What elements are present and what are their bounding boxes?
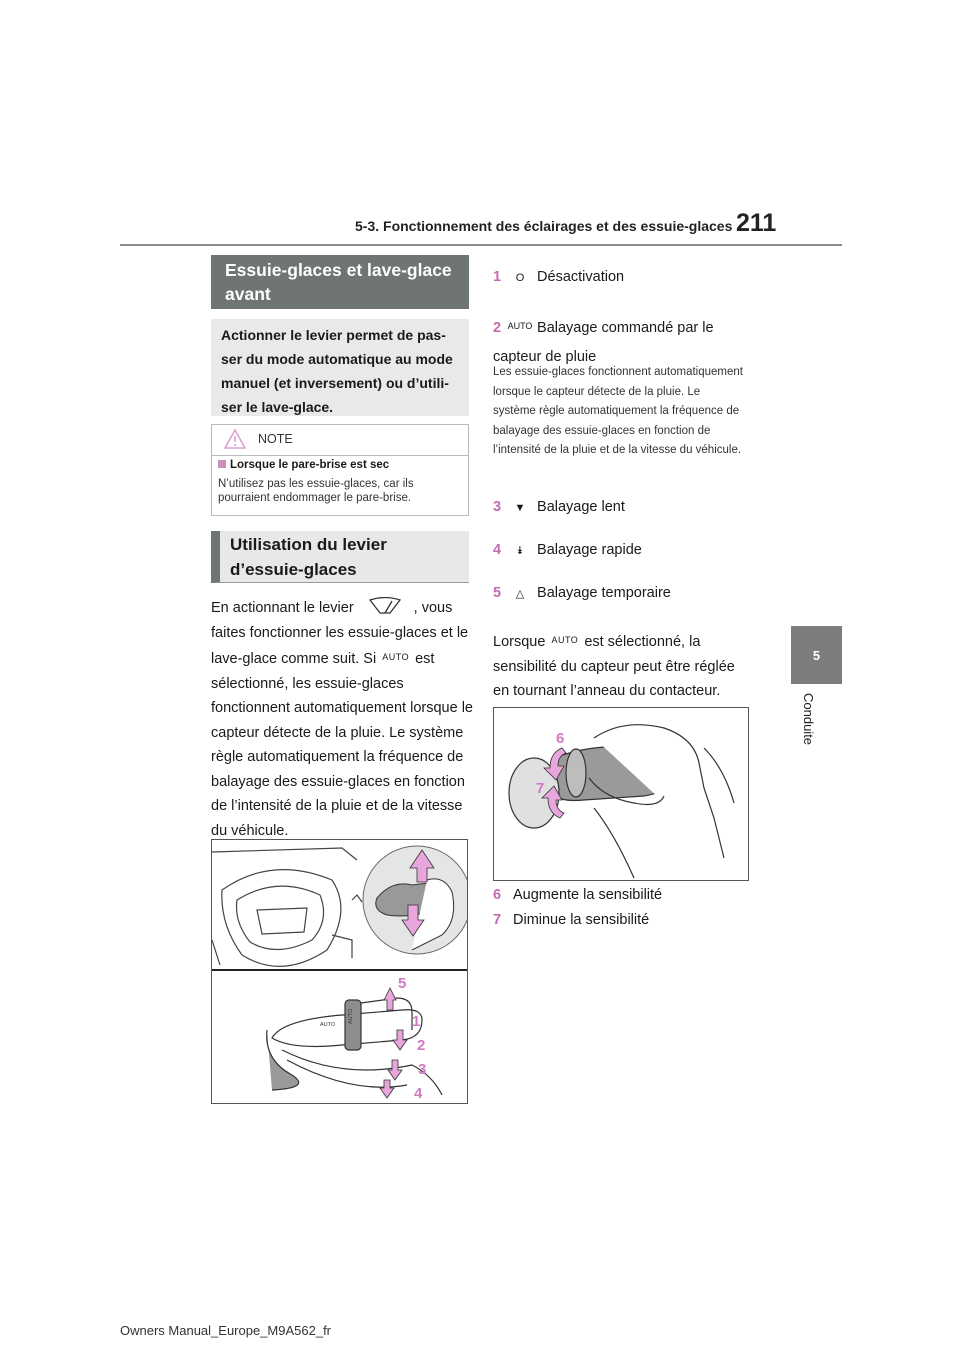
callout-1: 1 [412,1013,421,1030]
wiper-icon [368,597,402,611]
wiper-lever-figure [211,839,468,1104]
note-subtitle-text: Lorsque le pare-brise est sec [230,459,390,471]
callout-5: 5 [398,975,407,992]
sensitivity-text-2: est sélectionné, la sensibilité du capteur peut être réglée en tournant l’anneau du contacteur. [493,634,735,699]
auto-symbol-icon: AUTO [507,321,533,331]
auto-symbol-icon: AUTO [382,652,410,662]
callout-3: 3 [418,1061,427,1078]
callout-6: 6 [556,730,565,747]
adjust-label: Augmente la sensibilité [513,887,663,903]
mode-number: 4 [493,542,502,558]
section-summary [211,319,469,416]
summary-line: manuel (et inversement) ou d’utili- [221,375,449,391]
mode-number: 5 [493,585,502,601]
mode-label: Balayage temporaire [537,585,671,601]
section-heading: Essuie-glaces et lave-glace avant [211,255,469,309]
intro-paragraph [211,596,473,843]
adjust-number: 6 [493,887,502,903]
callout-7: 7 [536,780,545,797]
adjust-number: 7 [493,912,502,928]
off-symbol-icon: O [515,272,525,284]
note-title: NOTE [258,432,293,446]
intro-text-3: est sélectionné, les essuie-glaces fonctionnent automatiquement lorsque le capteur détecte de la pluie. Le système règle automatiquement la fréquence de balayage des essuie-glaces en fonction de l’intensité de la pluie et de la vitesse du véhicule. [211,651,473,839]
mode-item-1 [493,267,624,288]
svg-text:AUTO: AUTO [348,1008,354,1024]
page-number: 211 [736,209,777,237]
mode-item-4 [493,540,642,561]
mode-label: Désactivation [537,269,625,285]
mode-label: Balayage rapide [537,542,642,558]
sensitivity-paragraph [493,628,753,704]
chapter-tab: 5 [791,626,842,684]
footer-text: Owners Manual_Europe_M9A562_fr [120,1323,332,1338]
summary-line: ser le lave-glace. [221,399,334,415]
square-bullet-icon [218,460,226,468]
running-header: 5-3. Fonctionnement des éclairages et des essuie-glaces [355,218,733,234]
adjust-item-7 [493,910,649,930]
mode-number: 2 [493,320,502,336]
chapter-label: Conduite [801,693,816,746]
intro-text-2: , vous faites fonctionner les essuie-glaces et le lave-glace comme suit. Si [211,600,469,667]
note-header [212,425,468,456]
mode-number: 1 [493,269,502,285]
header-rule [120,244,842,246]
warning-triangle-icon [223,428,247,455]
mode-2-description: Les essuie-glaces fonctionnent automatiquement lorsque le capteur détecte de la pluie. Le système règle automatiquement la fréquence de balayage des essuie-glaces en fonction de l’intensité de la pluie et de la vitesse du véhicule. [493,366,743,456]
auto-symbol-icon: AUTO [551,635,579,645]
subsection-heading: Utilisation du levier d’essuie-glaces [211,531,469,583]
mode-label: Balayage lent [537,499,625,515]
sensitivity-text-1: Lorsque [493,634,546,650]
mode-item-5 [493,583,671,604]
svg-text:AUTO: AUTO [320,1022,336,1028]
note-box [211,424,469,516]
slow-wipe-icon: ▼ [514,502,526,514]
note-text: N’utilisez pas les essuie-glaces, car ils pourraient endommager le pare-brise. [218,478,414,504]
intro-text-1: En actionnant le levier [211,600,354,616]
mode-item-3 [493,497,625,518]
summary-line: ser du mode automatique au mode [221,351,453,367]
mode-label: Balayage commandé par le capteur de pluie [493,320,714,365]
callout-2: 2 [417,1037,426,1054]
mist-wipe-icon: △ [515,588,525,600]
note-subtitle [218,459,389,471]
mode-number: 3 [493,499,502,515]
adjust-label: Diminue la sensibilité [513,912,650,928]
fast-wipe-icon: ⯯ [516,545,524,557]
callout-4: 4 [414,1085,423,1102]
adjust-item-6 [493,885,662,905]
sensitivity-ring-figure [493,707,749,881]
summary-line: Actionner le levier permet de pas- [221,327,446,343]
